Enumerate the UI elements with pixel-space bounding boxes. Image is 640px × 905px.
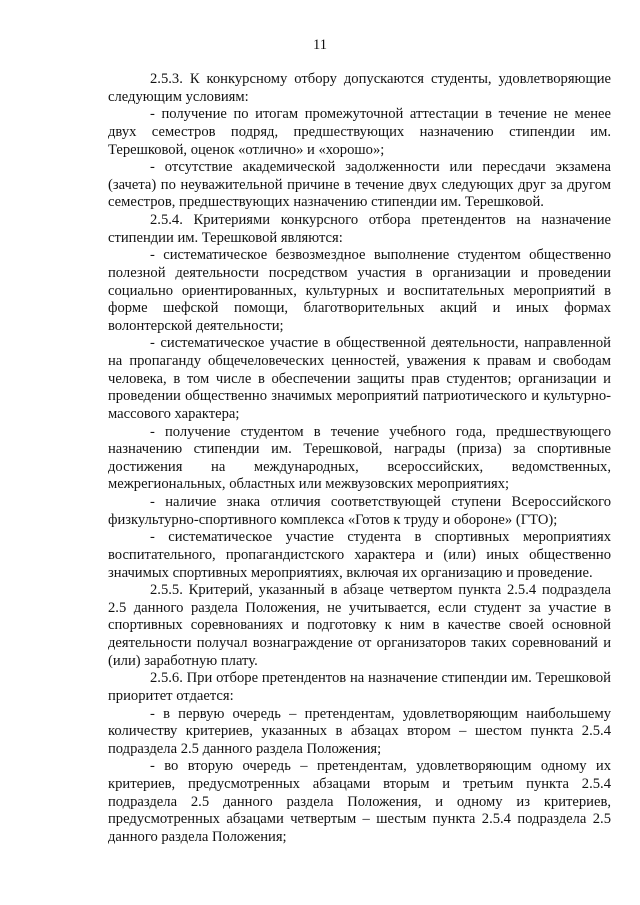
condition-attestation-grades: - получение по итогам промежуточной аттестации в течение не менее двух семестров подряд, предшествующих назначению стипендии им. Терешковой, оценок «отлично» и «хорошо»; — [108, 106, 611, 158]
criterion-sports-events: - систематическое участие студента в спортивных мероприятиях воспитательного, пропагандистского характера и (или) иных общественно значимых спортивных мероприятиях, включая их организацию и проведение. — [108, 529, 611, 581]
criterion-gto-badge: - наличие знака отличия соответствующей ступени Всероссийского физкультурно-спортивного комплекса «Готов к труду и обороне» (ГТО); — [108, 494, 611, 528]
paragraph-2-5-6: 2.5.6. При отборе претендентов на назначение стипендии им. Терешковой приоритет отдается: — [108, 670, 611, 704]
priority-first: - в первую очередь – претендентам, удовлетворяющим наибольшему количеству критериев, указанных в абзацах втором – шестом пункта 2.5.4 подраздела 2.5 данного раздела Положения; — [108, 705, 611, 757]
document-body — [108, 71, 611, 847]
paragraph-2-5-4: 2.5.4. Критериями конкурсного отбора претендентов на назначение стипендии им. Терешковой являются: — [108, 212, 611, 246]
page-number: 11 — [313, 37, 327, 53]
criterion-sports-awards: - получение студентом в течение учебного года, предшествующего назначению стипендии им. Терешковой, награды (приза) за спортивные достижения на международных, всероссийских, ведомственных, межрегиональных, областных или межвузовских мероприятиях; — [108, 423, 611, 493]
condition-no-academic-debt: - отсутствие академической задолженности или пересдачи экзамена (зачета) по неуважительной причине в течение двух следующих друг за другом семестров, предшествующих назначению стипендии им. Терешковой. — [108, 159, 611, 211]
criterion-public-activity: - систематическое участие в общественной деятельности, направленной на пропаганду общечеловеческих ценностей, уважения к правам и свободам человека, в том числе в обеспечении защиты прав студентов; организации и проведении общественно значимых мероприятий патриотического и культурно-массового характера; — [108, 335, 611, 422]
criterion-volunteer-activity: - систематическое безвозмездное выполнение студентом общественно полезной деятельности посредством участия в организации и проведении социально ориентированных, культурных и воспитательных мероприятий в форме шефской помощи, благотворительных акций и иных формах волонтерской деятельности; — [108, 247, 611, 334]
paragraph-2-5-5: 2.5.5. Критерий, указанный в абзаце четвертом пункта 2.5.4 подраздела 2.5 данного раздела Положения, не учитывается, если студент за участие в спортивных соревнованиях и подготовку к ним в качестве своей основной деятельности получал вознаграждение от организаторов таких соревнований и (или) заработную плату. — [108, 582, 611, 669]
paragraph-2-5-3: 2.5.3. К конкурсному отбору допускаются студенты, удовлетворяющие следующим условиям: — [108, 71, 611, 105]
priority-second: - во вторую очередь – претендентам, удовлетворяющим одному их критериев, предусмотренных абзацами вторым и третьим пункта 2.5.4 подраздела 2.5 данного раздела Положения, и одному из критериев, предусмотренных абзацами четвертым – шестым пункта 2.5.4 подраздела 2.5 данного раздела Положения; — [108, 758, 611, 845]
